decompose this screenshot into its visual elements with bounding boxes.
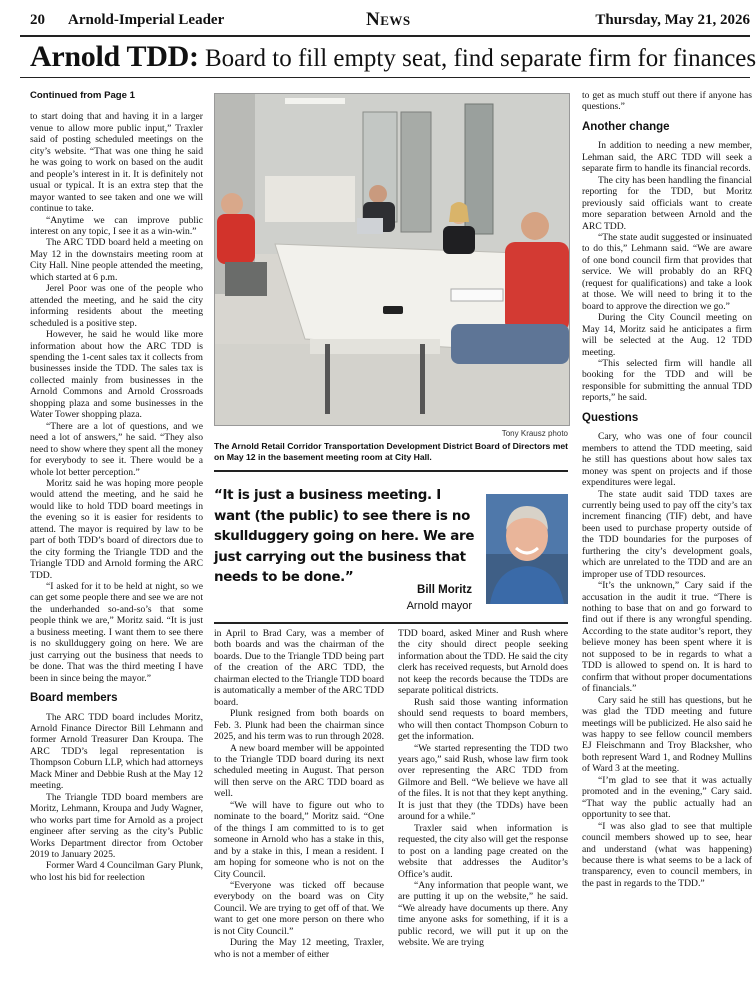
paragraph: “Any information that people want, we are putting it up on the website,” he said. “We already have documents up there. Any time anyone asks for something, if it is a public record, we will put it up on the website. We are trying	[398, 879, 568, 949]
paragraph: “There are a lot of questions, and we need a lot of answers,” he said. “They also need to show where they spent all the money for everybody to see it. There would be a whole lot better perception.”	[30, 420, 203, 478]
paragraph: “I’m glad to see that it was actually promoted and in the evening,” Cary said. “That way the public actually had an opportunity to see that.	[582, 774, 752, 821]
article-column-4	[582, 90, 752, 889]
paragraph: in April to Brad Cary, was a member of both boards and was the chairman of the boards. Due to the Triangle TDD being part of the creation of the ARC TDD, the chairman elected to the Triangle TDD board is automatically a member of the ARC TDD board.	[214, 628, 384, 708]
headline-rule	[20, 77, 750, 78]
photo-credit: Tony Krausz photo	[501, 429, 568, 438]
section-name: News	[366, 9, 411, 30]
subhead-questions: Questions	[582, 411, 639, 424]
paragraph: Cary, who was one of four council members to attend the TDD meeting, said he still has questions about how sales tax money was spent on projects and if those expenditures were legal.	[582, 431, 752, 489]
paragraph: However, he said he would like more information about how the ARC TDD is spending the 1-cent sales tax it collects from businesses inside the TDD. The sales tax is collected mainly from businesses in the Arnold Commons and Arnold Crossroads shopping plaza and some businesses in the Water Tower shopping plaza.	[30, 329, 203, 421]
paragraph: In addition to needing a new member, Lehman said, the ARC TDD will seek a separate firm to handle its financial records.	[582, 140, 752, 175]
paragraph: A new board member will be appointed to the Triangle TDD board during its next scheduled meeting in August. That person will then serve on the ARC TDD board as well.	[214, 742, 384, 800]
paragraph: Cary said he still has questions, but he was glad the TDD meeting and future meetings will be publicized. He also said he was happy to see fellow council members EJ Fleischmann and Troy Blacksher, who both represent Ward 1, and Rodney Mullins of Ward 3 at the meeting.	[582, 694, 752, 775]
folio-rule	[20, 35, 750, 37]
paragraph: The ARC TDD board held a meeting on May 12 in the downstairs meeting room at City Hall. Nine people attended the meeting, which started at 6 p.m.	[30, 237, 203, 283]
paragraph: “I asked for it to be held at night, so we can get some people there and see we are not the underhanded so-and-so’s that some people think we are,” Moritz said. “It is just a business meeting. I want them to see there is no skullduggery going on here. We are just carrying out the business that needs to be done. That was the third meeting I have been in since being the mayor.”	[30, 581, 203, 684]
headline	[30, 40, 756, 76]
subhead-another-change: Another change	[582, 120, 670, 133]
article-column-1	[30, 90, 203, 883]
headline-text: Board to fill empty seat, find separate firm for finances	[198, 45, 756, 72]
headshot-illustration	[486, 494, 568, 604]
paragraph: “We started representing the TDD two years ago,” said Rush, whose law firm took over representing the ARC TDD from Gilmore and Bell. “We believe we have all of the files. It is not that they kept anything. It is just that they (the TDDs) have been around for a while.”	[398, 742, 568, 823]
article-column-2	[214, 628, 384, 960]
paragraph: Moritz said he was hoping more people would attend the meeting, and he said he would like to hold TDD board meetings in the evening so it is easier for residents to attend. The mayor is required by law to be part of both TDD’s board of directors due to the city forming the Triangle TDD and the Triangle TDD and Arnold forming the ARC TDD.	[30, 477, 203, 581]
paragraph: Rush said those wanting information should send requests to board members, who will then contact Thompson Coburn to get the information.	[398, 696, 568, 743]
pull-quote	[214, 470, 568, 624]
publication-name: Arnold-Imperial Leader	[68, 12, 225, 28]
paragraph: During the City Council meeting on May 14, Moritz said he anticipates a firm will be selected at the Aug. 12 TDD meeting.	[582, 312, 752, 358]
paragraph: “Anytime we can improve public interest on any topic, I see it as a win-win.”	[30, 214, 203, 237]
continued-label: Continued from Page 1	[30, 90, 136, 101]
paragraph: “This selected firm will handle all booking for the TDD and will be responsible for submitting the annual TDD reports,” he said.	[582, 357, 752, 404]
issue-date: Thursday, May 21, 2026	[595, 12, 750, 28]
paragraph: to start doing that and having it in a larger venue to allow more public input,” Traxler said of posting scheduled meetings on the city’s website. “That was one thing he said he was going to work on based on the audit and people’s interest in it. It is definitely not usual or typical. It is an extra step that the mayor wanted to see taken and one we will continue to take.	[30, 111, 203, 215]
paragraph: to get as much stuff out there if anyone has questions.”	[582, 90, 752, 113]
subhead-board-members: Board members	[30, 692, 118, 705]
paragraph: The ARC TDD board includes Moritz, Arnold Finance Director Bill Lehmann and former Arnold Treasurer Dan Kroupa. The ARC TDD’s legal representation is Thompson Coburn LLP, which had attorneys Mack Miner and Debbie Rush at the May 12 meeting.	[30, 711, 203, 792]
headline-kicker: Arnold TDD:	[30, 40, 199, 73]
paragraph: “We will have to figure out who to nominate to the board,” Moritz said. “One of the things I am committed to is to get someone in Arnold who has a stake in this, and by a stake in this, I mean a resident. I am hoping for someone who is not on the City Council.	[214, 799, 384, 880]
paragraph: Former Ward 4 Councilman Gary Plunk, who lost his bid for reelection	[30, 860, 203, 883]
folio-bar	[20, 10, 750, 32]
paragraph: “It’s the unknown,” Cary said if the accusation in the audit it true. “There is nothing to base that on and go forward to find out if there is any wrongful spending. According to the state auditor’s report, they believe money has been spent where it is not supposed to be in regards to what a TDD is allowed to spend on. It is hard to confirm that without proper documentations of financials.”	[582, 580, 752, 695]
headshot-photo	[486, 494, 568, 604]
paragraph: The Triangle TDD board members are Moritz, Lehmann, Kroupa and Judy Wagner, who works part time for Arnold as a project engineer after serving as the city’s Public Works Department director from October 2019 to January 2025.	[30, 791, 203, 860]
article-column-3	[398, 628, 568, 949]
photo-caption: The Arnold Retail Corridor Transportation Development District Board of Directors met on May 12 in the basement meeting room at City Hall.	[214, 441, 568, 462]
paragraph: “The state audit suggested or insinuated to do this,” Lehmann said. “We are aware of one bond council firm that provides that service. We will probably do an RFQ (request for qualifications) and take a look at those. We will need to bring it to the board to approve the direction we go.”	[582, 231, 752, 312]
paragraph: During the May 12 meeting, Traxler, who is not a member of either	[214, 937, 384, 960]
paragraph: The state audit said TDD taxes are currently being used to pay off the city’s tax increment financing (TIF) debt, and have been used to purchase property outside of the TDD boundaries for the purposes of furthering the city’s development goals, which are unrelated to the TDD and are an improper use of TDD resources.	[582, 488, 752, 580]
paragraph: TDD board, asked Miner and Rush where the city should direct people seeking information about the TDD. He said the city clerk has received requests, but Arnold does not keep the records because the TDDs are separate political districts.	[398, 628, 568, 697]
paragraph: “I was also glad to see that multiple council members showed up to see, hear and understand (what was happening) because there is what seems to be a lack of transparency, even to council members, in the past in regards to the TDD.”	[582, 820, 752, 889]
paragraph: Jerel Poor was one of the people who attended the meeting, and he said the city informing residents about the meeting scheduled is a positive step.	[30, 283, 203, 329]
pull-quote-title: Arnold mayor	[406, 600, 472, 612]
pull-quote-name: Bill Moritz	[417, 584, 472, 596]
pull-quote-text: “It is just a business meeting. I want (the public) to see there is no skullduggery going on here. We are just carrying out the business that needs to be done.”	[214, 488, 475, 586]
paragraph: Plunk resigned from both boards on Feb. 3. Plunk had been the chairman since 2025, and his term was to run through 2028.	[214, 708, 385, 743]
paragraph: “Everyone was ticked off because everybody on the board was on City Council. We are trying to get off of that. We want to get one more person on there who is not City Council.”	[214, 879, 384, 937]
meeting-photo	[214, 93, 570, 426]
meeting-photo-illustration	[215, 94, 569, 425]
paragraph: Traxler said when information is requested, the city also will get the response to post on a landing page created on the website that addresses the Auditor’s Office’s audit.	[398, 822, 568, 880]
paragraph: The city has been handling the financial reporting for the TDD, but Moritz previously said officials want to create more separation between Arnold and the ARC TDD.	[582, 174, 752, 232]
page-number: 20	[30, 12, 45, 28]
